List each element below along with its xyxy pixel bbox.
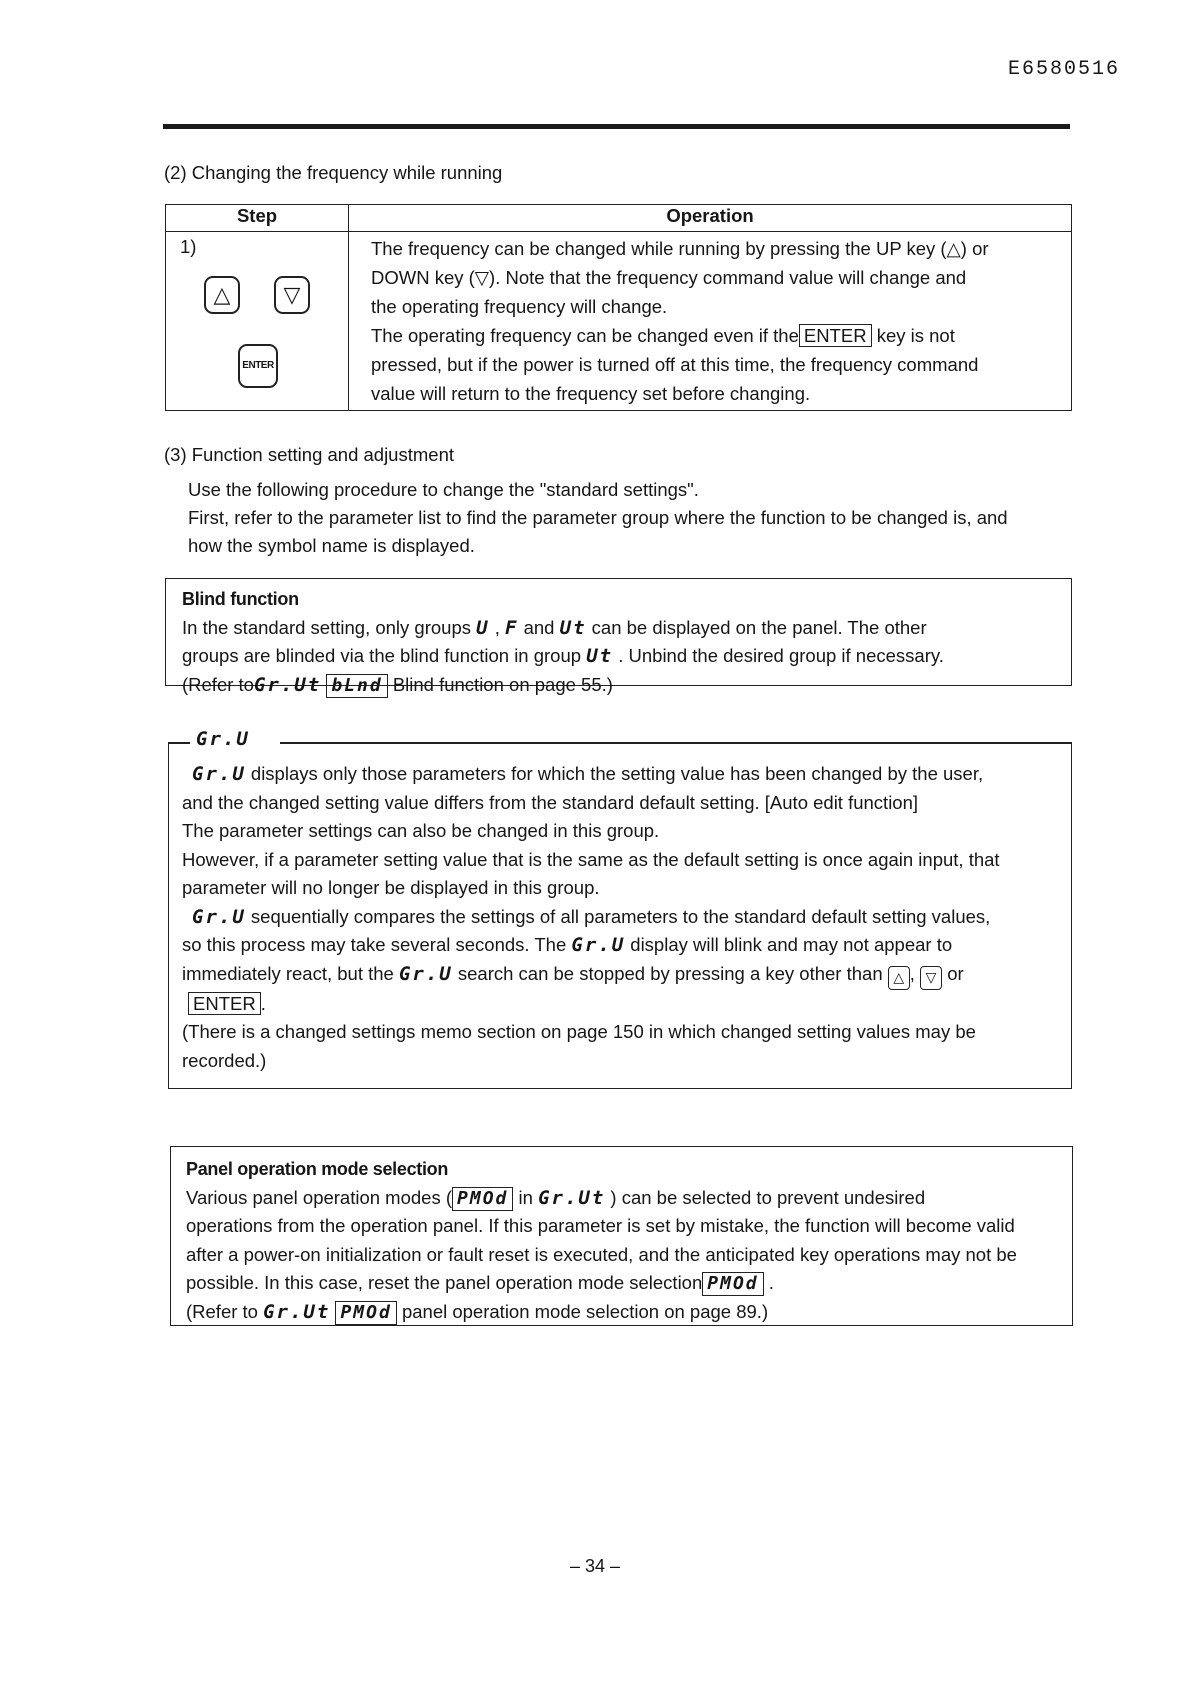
blind-text: can be displayed on the panel. The other [591,616,927,638]
blind-text: In the standard setting, only groups [182,616,471,638]
operation-cell [349,232,1072,411]
seg-group-u: U [476,616,490,639]
section-3-intro [188,476,1008,560]
blind-text: , [494,616,500,638]
step-operation-table [165,204,1072,411]
blind-line-2 [182,642,1059,671]
step-number: 1) [180,236,197,257]
blind-function-title: Blind function [182,589,299,609]
seg-group-ut: Ut [559,616,587,639]
seg-group-grut: Gr.Ut [538,1186,606,1209]
seg-group-gru: Gr.U [398,962,453,985]
seg-param-pmod: PMOd [452,1187,513,1211]
gru-line [182,931,1062,960]
seg-group-ut: Ut [586,645,614,667]
operation-text: The operating frequency can be changed even if the [371,325,799,346]
seg-group-grut: Gr.Ut [253,673,322,696]
panel-text: . [768,1272,774,1293]
enter-key-label: ENTER [188,992,261,1015]
gru-text: sequentially compares the settings of all parameters to the standard default setting values, [250,905,991,927]
operation-line: value will return to the frequency set before changing. [371,383,811,404]
gru-line: (There is a changed settings memo section on page 150 in which changed setting values may be [182,1021,976,1042]
panel-line-3: after a power-on initialization or fault reset is executed, and the anticipated key operations may not be [186,1243,1017,1265]
operation-line: pressed, but if the power is turned off at this time, the frequency command [371,354,979,375]
intro-line: how the symbol name is displayed. [188,535,475,556]
blind-line-1 [182,614,1059,643]
blind-text: and [523,616,555,638]
gru-line [182,960,1062,990]
intro-line: Use the following procedure to change the "standard settings". [188,479,699,500]
seg-param-pmod: PMOd [335,1301,396,1325]
seg-group-gru: Gr.U [192,763,246,785]
gru-text: or [947,962,964,984]
up-key-icon: △ [204,276,240,314]
seg-param-pmod: PMOd [702,1272,763,1296]
gru-text: so this process may take several seconds. The [182,934,567,955]
seg-group-gru: Gr.U [571,934,626,956]
step-header: Step [166,205,349,232]
panel-text: in [518,1186,533,1208]
panel-line-4 [186,1269,1062,1298]
gru-legend: Gr.U [196,728,250,750]
blind-line-3 [182,671,1059,700]
gru-content [182,760,1062,1075]
gru-text: displays only those parameters for which the setting value has been changed by the user, [250,763,984,784]
panel-text: ) can be selected to prevent undesired [610,1186,926,1208]
header-rule [163,124,1070,129]
gru-line: and the changed setting value differs from the standard default setting. [Auto edit function] [182,791,919,813]
seg-group-f: F [505,616,519,639]
gru-text: display will blink and may not appear to [630,934,953,955]
operation-line: the operating frequency will change. [371,296,668,317]
seg-group-gru: Gr.U [192,905,246,928]
section-2-title: (2) Changing the frequency while running [164,162,503,183]
down-key-icon: ▽ [274,276,310,314]
gru-line [182,903,1062,932]
gru-line: However, if a parameter setting value that is the same as the default setting is once again input, that [182,848,1000,870]
gru-text: search can be stopped by pressing a key other than [457,962,883,984]
up-key-icon: △ [888,966,910,990]
blind-function-box [165,578,1072,696]
operation-line: DOWN key (▽). Note that the frequency command value will change and [371,267,967,288]
down-key-icon: ▽ [920,966,942,990]
enter-key-label: ENTER [799,324,872,347]
gru-legend-rule [280,742,1072,744]
panel-line-2: operations from the operation panel. If this parameter is set by mistake, the function will become valid [186,1215,1015,1236]
blind-text: Blind function on page 55.) [392,673,613,695]
blind-text: (Refer to [182,673,254,695]
enter-key-icon: ENTER [238,344,278,388]
gru-text: , [909,962,915,984]
gru-line: parameter will no longer be displayed in this group. [182,877,600,898]
gru-line: The parameter settings can also be changed in this group. [182,820,660,841]
panel-text: Various panel operation modes ( [186,1186,453,1208]
panel-operation-box [170,1146,1073,1326]
gru-text: immediately react, but the [182,962,394,984]
section-3-title: (3) Function setting and adjustment [164,444,454,465]
seg-param-blnd: bLnd [326,674,387,698]
panel-line-1 [186,1184,1062,1213]
intro-line: First, refer to the parameter list to find the parameter group where the function to be changed is, and [188,507,1008,528]
panel-operation-title: Panel operation mode selection [186,1159,449,1179]
panel-text: (Refer to [186,1300,258,1322]
gru-line: recorded.) [182,1049,267,1071]
step-cell [166,232,349,411]
blind-text: . Unbind the desired group if necessary. [618,645,944,666]
seg-group-grut: Gr.Ut [263,1300,331,1323]
operation-text: key is not [876,325,955,346]
page-number: – 34 – [569,1556,621,1576]
operation-line [371,321,1061,350]
gru-line [182,760,1062,789]
document-id: E6580516 [1007,58,1120,81]
panel-text: possible. In this case, reset the panel operation mode selection [186,1272,703,1293]
panel-text: panel operation mode selection on page 89.) [401,1300,769,1322]
operation-header: Operation [349,205,1072,232]
gru-text: . [260,992,266,1014]
gru-legend-rule [168,742,190,744]
operation-line: The frequency can be changed while running by pressing the UP key (△) or [371,238,989,259]
panel-line-5 [186,1298,1062,1327]
blind-text: groups are blinded via the blind function in group [182,645,582,666]
gru-line [182,990,1062,1019]
